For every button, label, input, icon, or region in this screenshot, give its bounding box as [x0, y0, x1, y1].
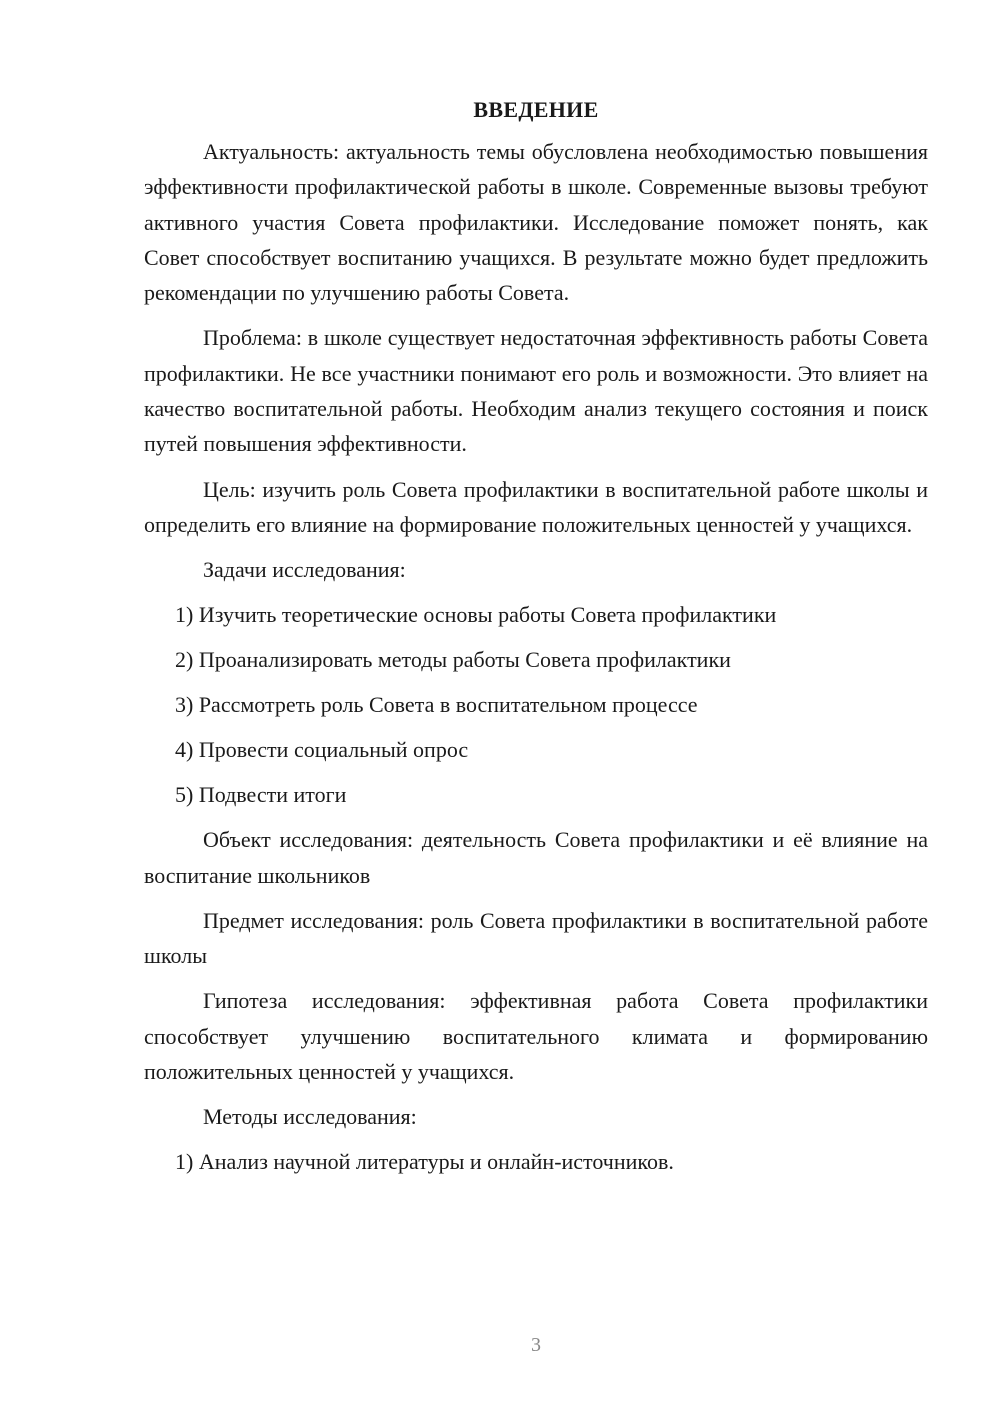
page-number: 3: [531, 1334, 541, 1356]
hypothesis-paragraph: Гипотеза исследования: эффективная работа Совета профилактики способствует улучшению воспитательного климата и формированию положительных ценностей у учащихся.: [144, 988, 928, 1085]
relevance-paragraph: Актуальность: актуальность темы обусловлена необходимостью повышения эффективности профилактической работы в школе. Современные вызовы требуют активного участия Совета профилактики. Исследование поможет понять, как Совет способствует воспитанию учащихся. В результате можно будет предложить рекомендации по улучшению работы Совета.: [144, 139, 928, 306]
task-item: 4) Провести социальный опрос: [175, 737, 469, 763]
task-item: 5) Подвести итоги: [175, 782, 347, 808]
document-page: [144, 92, 928, 1189]
methods-heading: Методы исследования:: [203, 1104, 417, 1130]
page-title: ВВЕДЕНИЕ: [473, 97, 599, 122]
problem-paragraph: Проблема: в школе существует недостаточная эффективность работы Совета профилактики. Не все участники понимают его роль и возможности. Это влияет на качество воспитательной работы. Необходим анализ текущего состояния и поиск путей повышения эффективности.: [144, 325, 928, 457]
tasks-heading: Задачи исследования:: [203, 557, 406, 583]
method-item: 1) Анализ научной литературы и онлайн-источников.: [175, 1149, 674, 1175]
goal-paragraph: Цель: изучить роль Совета профилактики в воспитательной работе школы и определить его влияние на формирование положительных ценностей у учащихся.: [144, 476, 928, 537]
tasks-list: [144, 597, 928, 812]
task-item: 1) Изучить теоретические основы работы Совета профилактики: [175, 602, 777, 628]
object-paragraph: Объект исследования: деятельность Совета профилактики и её влияние на воспитание школьников: [144, 827, 928, 888]
task-item: 3) Рассмотреть роль Совета в воспитательном процессе: [175, 692, 698, 718]
task-item: 2) Проанализировать методы работы Совета профилактики: [175, 647, 731, 673]
methods-list: [144, 1144, 928, 1179]
subject-paragraph: Предмет исследования: роль Совета профилактики в воспитательной работе школы: [144, 907, 928, 969]
